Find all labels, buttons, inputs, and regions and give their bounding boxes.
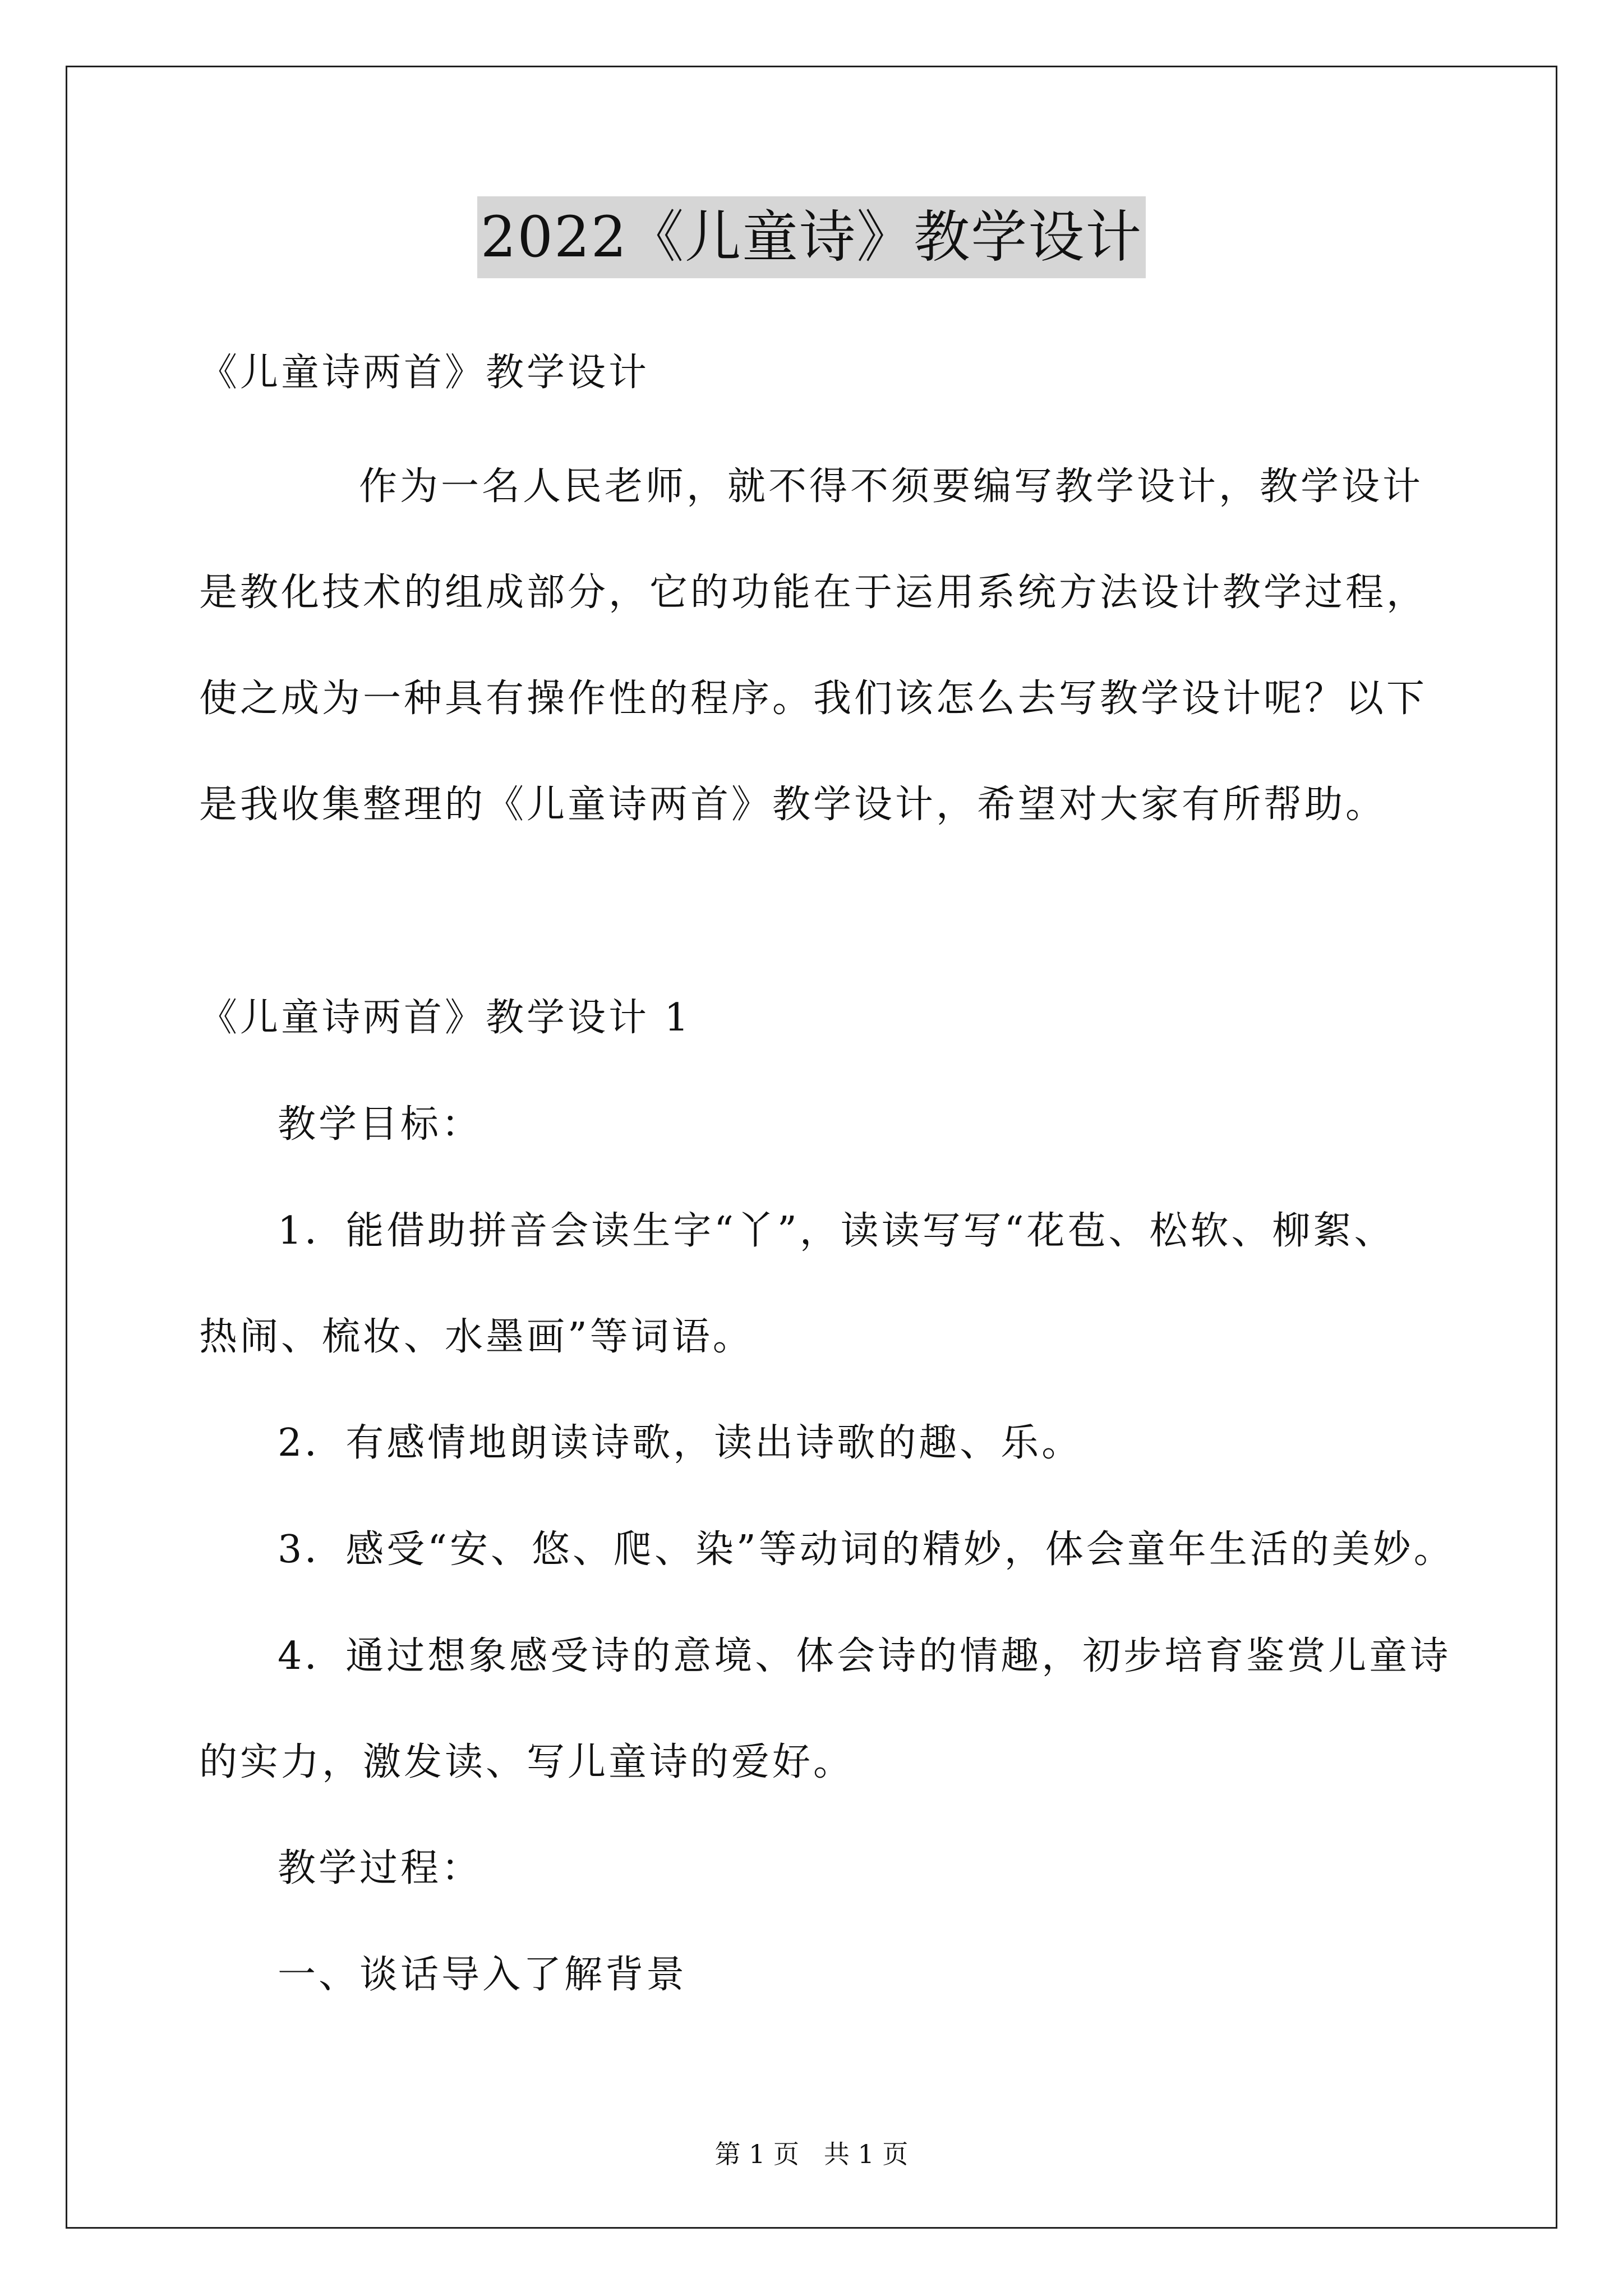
- subtitle-line: 《儿童诗两首》教学设计: [199, 351, 650, 395]
- paragraph-line: 的实力，激发读、写儿童诗的爱好。: [199, 1740, 855, 1784]
- paragraph-line: 是我收集整理的《儿童诗两首》教学设计，希望对大家有所帮助。: [199, 783, 1387, 827]
- title-container: [0, 196, 1623, 278]
- paragraph-line: 教学过程：: [278, 1846, 483, 1890]
- paragraph-line: 一、谈话导入了解背景: [278, 1953, 688, 1997]
- paragraph-line: 4．通过想象感受诗的意境、体会诗的情趣，初步培育鉴赏儿童诗: [278, 1634, 1451, 1678]
- document-title: 2022《儿童诗》教学设计: [477, 196, 1146, 278]
- paragraph-line: 热闹、梳妆、水墨画”等词语。: [199, 1315, 754, 1359]
- page-footer: [0, 2137, 1623, 2171]
- paragraph-line: 作为一名人民老师，就不得不须要编写教学设计，教学设计: [359, 464, 1424, 509]
- paragraph-line: 3．感受“安、悠、爬、染”等动词的精妙，体会童年生活的美妙。: [278, 1527, 1455, 1572]
- paragraph-line: 1．能借助拼音会读生字“丫”，读读写写“花苞、松软、柳絮、: [278, 1209, 1395, 1253]
- paragraph-line: 教学目标：: [278, 1102, 483, 1147]
- page-number: 第 1 页 共 1 页: [714, 2139, 909, 2169]
- paragraph-line: 是教化技术的组成部分，它的功能在于运用系统方法设计教学过程，: [199, 570, 1428, 615]
- paragraph-line: 2．有感情地朗读诗歌，读出诗歌的趣、乐。: [278, 1421, 1083, 1465]
- section-heading: 《儿童诗两首》教学设计 1: [199, 996, 691, 1040]
- paragraph-line: 使之成为一种具有操作性的程序。我们该怎么去写教学设计呢？以下: [199, 677, 1428, 721]
